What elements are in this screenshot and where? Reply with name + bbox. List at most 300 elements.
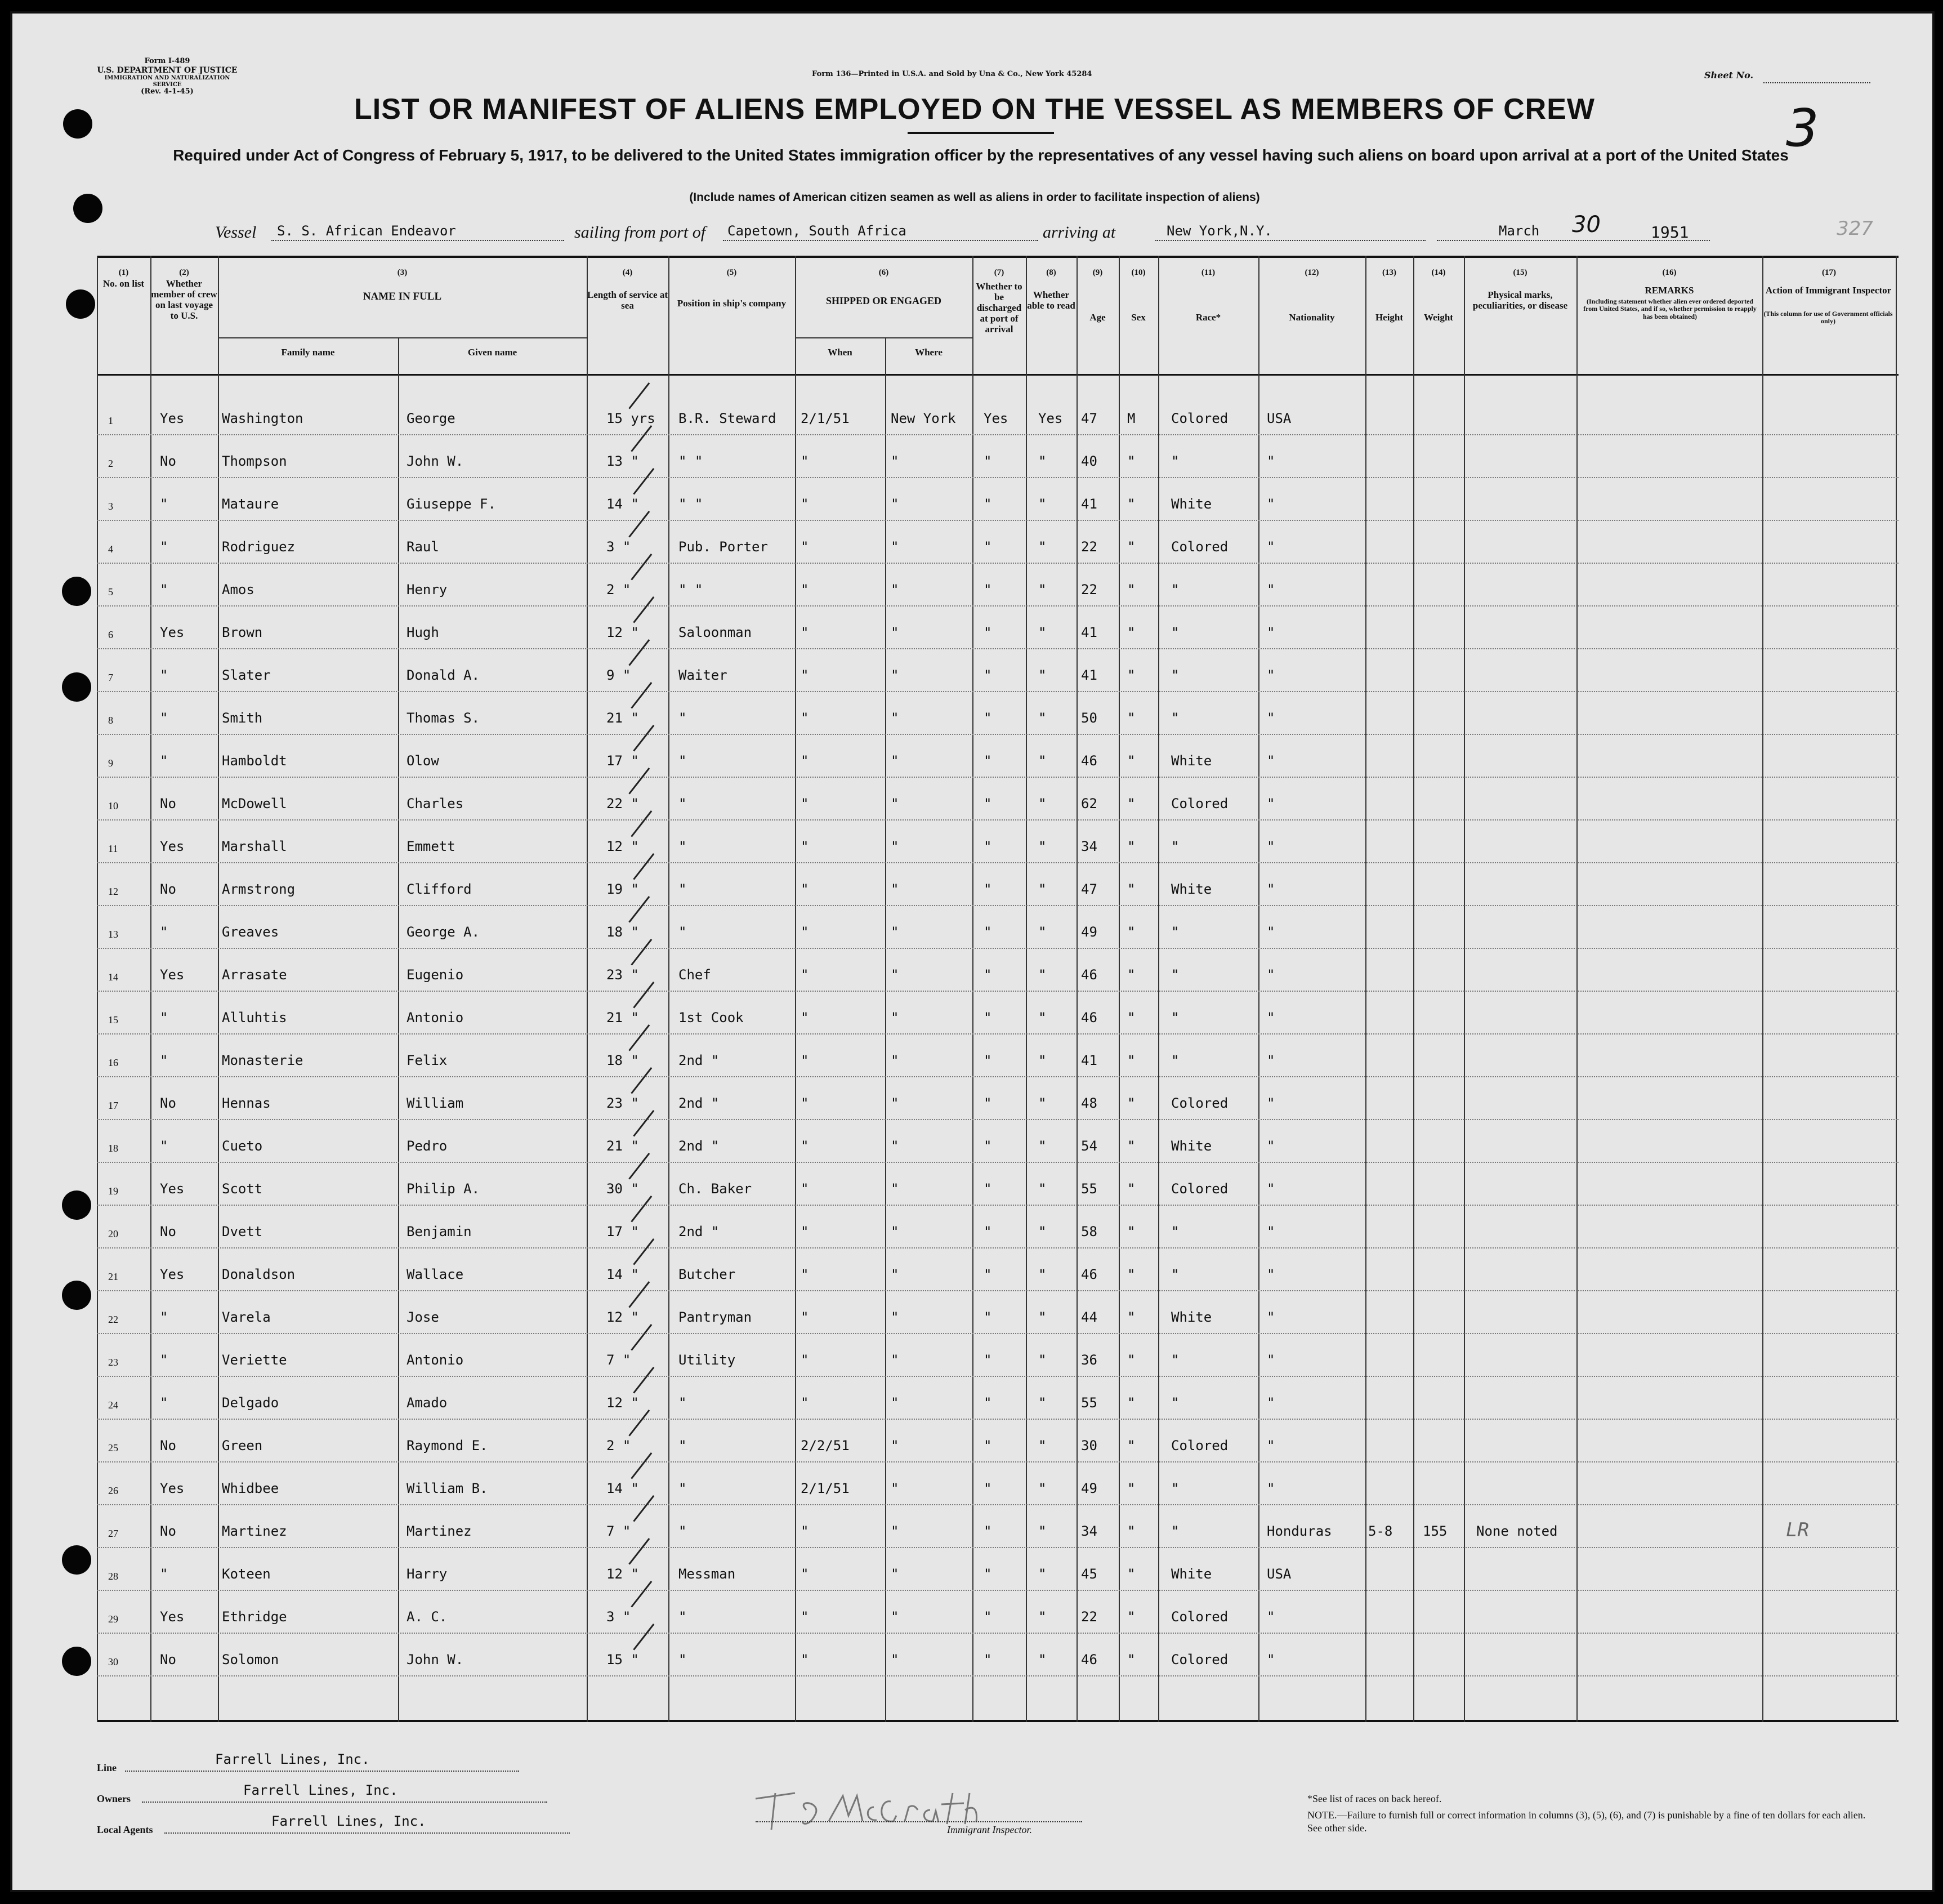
race: "	[1171, 1010, 1180, 1025]
check-mark	[628, 1538, 650, 1565]
vessel-label: Vessel	[215, 223, 257, 242]
family-name: Ethridge	[222, 1609, 287, 1625]
sex: "	[1127, 1181, 1136, 1197]
to-be-discharged: "	[984, 1053, 992, 1068]
given-name: Donald A.	[407, 667, 480, 683]
date-line	[1437, 223, 1651, 241]
given-name: Harry	[407, 1566, 448, 1582]
able-to-read: "	[1038, 796, 1047, 811]
column-number: (7)	[994, 268, 1004, 277]
column-number: (17)	[1822, 268, 1836, 277]
sex: "	[1127, 1652, 1136, 1667]
crew-last-voyage: "	[160, 1010, 168, 1025]
nationality: "	[1267, 1309, 1275, 1325]
shipped-when: "	[801, 1010, 809, 1025]
nationality: "	[1267, 1053, 1275, 1068]
shipped-where: "	[891, 496, 899, 512]
shipped-when: "	[801, 1566, 809, 1582]
ship-position: "	[678, 1609, 687, 1625]
column-number: (5)	[726, 268, 737, 277]
sex: "	[1127, 1609, 1136, 1625]
check-mark	[628, 896, 650, 923]
row-number: 13	[108, 929, 118, 940]
row-number: 26	[108, 1485, 118, 1496]
family-name: Armstrong	[222, 881, 296, 897]
age: 22	[1081, 539, 1097, 555]
column-rule	[1077, 256, 1078, 1722]
ship-position: "	[678, 1523, 687, 1539]
race: Colored	[1171, 1181, 1229, 1197]
able-to-read: "	[1038, 839, 1047, 854]
crew-last-voyage: Yes	[160, 625, 185, 640]
table-top-rule	[97, 256, 1899, 258]
check-mark	[631, 1581, 652, 1608]
shipped-where: "	[891, 710, 899, 726]
shipped-when: "	[801, 881, 809, 897]
given-name: Antonio	[407, 1010, 464, 1025]
shipped-where: "	[891, 1652, 899, 1667]
to-be-discharged: "	[984, 1481, 992, 1496]
race: "	[1171, 625, 1180, 640]
header-action: Action of Immigrant Inspector	[1765, 285, 1892, 296]
ship-position: "	[678, 839, 687, 854]
shipped-when: "	[801, 710, 809, 726]
column-number: (12)	[1305, 268, 1319, 277]
sex: "	[1127, 1095, 1136, 1111]
column-rule	[972, 256, 973, 1722]
crew-last-voyage: "	[160, 1053, 168, 1068]
length-of-service: 14 "	[606, 1481, 639, 1496]
nationality: "	[1267, 1438, 1275, 1453]
arrival-year: 1951	[1651, 223, 1689, 242]
ship-position: "	[678, 710, 687, 726]
signature-line	[756, 1821, 1082, 1822]
row-number: 9	[108, 757, 113, 769]
header-bottom-rule	[97, 374, 1899, 376]
sex: "	[1127, 839, 1136, 854]
ship-position: " "	[678, 582, 703, 597]
nationality: "	[1267, 1609, 1275, 1625]
to-be-discharged: "	[984, 967, 992, 983]
family-name: Brown	[222, 625, 263, 640]
header-physical-marks: Physical marks, peculiarities, or disease	[1472, 289, 1568, 311]
shipped-when: 2/1/51	[801, 411, 850, 426]
check-mark	[633, 853, 654, 880]
column-rule	[587, 256, 588, 1722]
race: "	[1171, 1523, 1180, 1539]
given-name: Raymond E.	[407, 1438, 488, 1453]
sex: "	[1127, 1010, 1136, 1025]
agents-rule	[164, 1832, 570, 1834]
ship-position: "	[678, 924, 687, 940]
sex: "	[1127, 1267, 1136, 1282]
shipped-when: "	[801, 1652, 809, 1667]
to-be-discharged: "	[984, 710, 992, 726]
row-number: 20	[108, 1228, 118, 1239]
length-of-service: 22 "	[606, 796, 639, 811]
able-to-read: "	[1038, 1095, 1047, 1111]
able-to-read: "	[1038, 924, 1047, 940]
age: 34	[1081, 839, 1097, 854]
to-be-discharged: "	[984, 453, 992, 469]
row-number: 27	[108, 1528, 118, 1539]
length-of-service: 14 "	[606, 1267, 639, 1282]
length-of-service: 18 "	[606, 924, 639, 940]
check-mark	[633, 1238, 654, 1265]
arrival-month: March	[1499, 223, 1540, 239]
family-name: Washington	[222, 411, 303, 426]
ship-position: 1st Cook	[678, 1010, 744, 1025]
age: 34	[1081, 1523, 1097, 1539]
column-number: (6)	[878, 268, 889, 277]
sheet-no-value: 3	[1786, 98, 1819, 158]
row-rule	[97, 605, 1899, 607]
race: White	[1171, 1309, 1212, 1325]
check-mark	[628, 382, 650, 409]
to-be-discharged: "	[984, 1181, 992, 1197]
crew-last-voyage: "	[160, 496, 168, 512]
punch-hole	[62, 1281, 91, 1310]
race: White	[1171, 753, 1212, 769]
sex: "	[1127, 1566, 1136, 1582]
header-discharged: Whether to be discharged at port of arrival	[976, 281, 1022, 335]
able-to-read: "	[1038, 1138, 1047, 1154]
given-name: Raul	[407, 539, 439, 555]
race: Colored	[1171, 411, 1229, 426]
race: Colored	[1171, 1652, 1229, 1667]
header-family-name: Family name	[281, 347, 335, 358]
race: White	[1171, 881, 1212, 897]
given-name: A. C.	[407, 1609, 448, 1625]
shipped-where: "	[891, 1224, 899, 1239]
shipped-where: "	[891, 1523, 899, 1539]
able-to-read: "	[1038, 1566, 1047, 1582]
shipped-where: "	[891, 796, 899, 811]
age: 45	[1081, 1566, 1097, 1582]
length-of-service: 19 "	[606, 881, 639, 897]
shipped-where: "	[891, 1481, 899, 1496]
length-of-service: 21 "	[606, 710, 639, 726]
age: 49	[1081, 924, 1097, 940]
line-rule	[125, 1771, 519, 1772]
row-rule	[97, 1376, 1899, 1377]
able-to-read: "	[1038, 1352, 1047, 1368]
row-number: 8	[108, 715, 113, 726]
able-to-read: "	[1038, 1309, 1047, 1325]
race: "	[1171, 710, 1180, 726]
check-mark	[633, 1110, 654, 1137]
shipped-when: "	[801, 1609, 809, 1625]
check-mark	[628, 1410, 650, 1437]
race: White	[1171, 1566, 1212, 1582]
length-of-service: 15 "	[606, 1652, 639, 1667]
crew-last-voyage: No	[160, 1438, 176, 1453]
row-rule	[97, 1590, 1899, 1591]
row-rule	[97, 1461, 1899, 1462]
ship-position: 2nd "	[678, 1138, 720, 1154]
shipped-when: "	[801, 1523, 809, 1539]
header-sex: Sex	[1131, 312, 1146, 323]
shipped-when: 2/2/51	[801, 1438, 850, 1453]
row-number: 2	[108, 458, 113, 469]
race: Colored	[1171, 796, 1229, 811]
crew-last-voyage: "	[160, 1138, 168, 1154]
to-be-discharged: "	[984, 1224, 992, 1239]
given-name: Emmett	[407, 839, 455, 854]
age: 46	[1081, 1010, 1097, 1025]
length-of-service: 17 "	[606, 1224, 639, 1239]
family-name: Greaves	[222, 924, 279, 940]
family-name: Monasterie	[222, 1053, 303, 1068]
nationality: "	[1267, 496, 1275, 512]
check-mark	[633, 1624, 654, 1651]
header-remarks-note: (Including statement whether alien ever ordered deported from United States, and if so, whether permission to reapply has been obtained)	[1583, 297, 1757, 320]
check-mark	[633, 1495, 654, 1522]
family-name: Rodriguez	[222, 539, 296, 555]
row-number: 4	[108, 543, 113, 555]
header-given-name: Given name	[467, 347, 517, 358]
given-name: George	[407, 411, 455, 426]
shipped-where: "	[891, 924, 899, 940]
column-rule	[795, 256, 796, 1722]
family-name: Scott	[222, 1181, 263, 1197]
crew-last-voyage: "	[160, 710, 168, 726]
family-name: Marshall	[222, 839, 287, 854]
shipped-where: "	[891, 582, 899, 597]
row-number: 29	[108, 1613, 118, 1625]
able-to-read: "	[1038, 453, 1047, 469]
race: Colored	[1171, 1095, 1229, 1111]
length-of-service: 30 "	[606, 1181, 639, 1197]
header-race: Race*	[1195, 312, 1221, 323]
age: 46	[1081, 967, 1097, 983]
age: 46	[1081, 753, 1097, 769]
length-of-service: 7 "	[606, 1523, 631, 1539]
race: White	[1171, 1138, 1212, 1154]
age: 55	[1081, 1181, 1097, 1197]
row-rule	[97, 1333, 1899, 1334]
sex: "	[1127, 796, 1136, 811]
row-number: 24	[108, 1399, 118, 1411]
crew-last-voyage: Yes	[160, 1609, 185, 1625]
crew-last-voyage: "	[160, 924, 168, 940]
given-name: John W.	[407, 1652, 464, 1667]
length-of-service: 2 "	[606, 582, 631, 597]
header-height: Height	[1375, 312, 1404, 323]
column-number: (10)	[1131, 268, 1146, 277]
given-name: Philip A.	[407, 1181, 480, 1197]
header-crew-last-voyage: Whether member of crew on last voyage to U.S.	[151, 278, 217, 322]
ship-position: 2nd "	[678, 1095, 720, 1111]
shipped-when: 2/1/51	[801, 1481, 850, 1496]
crew-last-voyage: No	[160, 1523, 176, 1539]
age: 49	[1081, 1481, 1097, 1496]
row-number: 11	[108, 843, 118, 854]
to-be-discharged: "	[984, 625, 992, 640]
row-rule	[97, 648, 1899, 649]
column-rule	[1258, 256, 1259, 1722]
column-number: (4)	[622, 268, 633, 277]
arrival-day: 30	[1572, 212, 1601, 238]
nationality: "	[1267, 453, 1275, 469]
header-nationality: Nationality	[1289, 312, 1335, 323]
length-of-service: 12 "	[606, 1395, 639, 1411]
sex: "	[1127, 1395, 1136, 1411]
nationality: "	[1267, 881, 1275, 897]
shipped-where: "	[891, 1309, 899, 1325]
shipped-where: "	[891, 1566, 899, 1582]
column-number: (3)	[397, 268, 408, 277]
shipped-when: "	[801, 539, 809, 555]
ship-position: "	[678, 753, 687, 769]
crew-last-voyage: Yes	[160, 967, 185, 983]
check-mark	[631, 1196, 652, 1223]
owners-rule	[142, 1802, 547, 1803]
age: 30	[1081, 1438, 1097, 1453]
to-be-discharged: "	[984, 796, 992, 811]
column-rule	[885, 337, 886, 1722]
ship-position: "	[678, 881, 687, 897]
column-rule	[1413, 256, 1414, 1722]
arriving-label: arriving at	[1043, 223, 1116, 242]
family-name: Slater	[222, 667, 271, 683]
arrival-port: New York,N.Y.	[1167, 223, 1272, 239]
check-mark	[633, 596, 654, 623]
subtitle: Required under Act of Congress of February 5, 1917, to be delivered to the United States immigration officer by the representatives of any vessel having such aliens on board upon arrival at a port of the United States	[173, 146, 1789, 164]
length-of-service: 9 "	[606, 667, 631, 683]
row-rule	[97, 1162, 1899, 1163]
sex: "	[1127, 710, 1136, 726]
ship-position: Saloonman	[678, 625, 752, 640]
row-number: 3	[108, 501, 113, 512]
manifest-sheet	[10, 11, 1935, 1892]
check-mark	[631, 939, 652, 966]
row-number: 28	[108, 1571, 118, 1582]
shipped-when: "	[801, 1395, 809, 1411]
row-rule	[97, 862, 1899, 863]
line-label: Line	[97, 1762, 117, 1773]
family-name: Varela	[222, 1309, 271, 1325]
given-name: Wallace	[407, 1267, 464, 1282]
to-be-discharged: "	[984, 539, 992, 555]
printer-note: Form 136—Printed in U.S.A. and Sold by Una & Co., New York 45284	[812, 70, 1092, 78]
ship-position: "	[678, 1395, 687, 1411]
agents-label: Local Agents	[97, 1824, 153, 1835]
row-rule	[97, 563, 1899, 564]
crew-last-voyage: No	[160, 1652, 176, 1667]
row-rule	[97, 1419, 1899, 1420]
able-to-read: "	[1038, 710, 1047, 726]
crew-last-voyage: Yes	[160, 1481, 185, 1496]
shipped-where: "	[891, 839, 899, 854]
given-name: Eugenio	[407, 967, 464, 983]
age: 22	[1081, 582, 1097, 597]
ship-position: Chef	[678, 967, 711, 983]
sailing-port: Capetown, South Africa	[727, 223, 906, 239]
agents-value: Farrell Lines, Inc.	[271, 1813, 426, 1829]
row-rule	[97, 734, 1899, 735]
given-name: Antonio	[407, 1352, 464, 1368]
sheet-no-label: Sheet No.	[1704, 70, 1754, 81]
sex: "	[1127, 1352, 1136, 1368]
sheet-no-line	[1763, 82, 1870, 83]
ship-position: 2nd "	[678, 1224, 720, 1239]
shipped-where: "	[891, 967, 899, 983]
crew-last-voyage: Yes	[160, 1267, 185, 1282]
to-be-discharged: "	[984, 1566, 992, 1582]
nationality: "	[1267, 1395, 1275, 1411]
given-name: Felix	[407, 1053, 448, 1068]
race: "	[1171, 1352, 1180, 1368]
row-number: 23	[108, 1357, 118, 1368]
race: Colored	[1171, 539, 1229, 555]
row-number: 30	[108, 1656, 118, 1667]
ship-position: Utility	[678, 1352, 736, 1368]
sex: "	[1127, 1481, 1136, 1496]
punch-hole	[62, 672, 91, 702]
length-of-service: 2 "	[606, 1438, 631, 1453]
able-to-read: "	[1038, 539, 1047, 555]
family-name: Cueto	[222, 1138, 263, 1154]
family-name: Koteen	[222, 1566, 271, 1582]
check-mark	[628, 511, 650, 538]
check-mark	[631, 810, 652, 837]
column-rule	[1119, 256, 1120, 1722]
length-of-service: 14 "	[606, 496, 639, 512]
shipped-where: "	[891, 1095, 899, 1111]
row-number: 25	[108, 1442, 118, 1453]
crew-last-voyage: "	[160, 1352, 168, 1368]
ship-position: B.R. Steward	[678, 411, 776, 426]
age: 36	[1081, 1352, 1097, 1368]
check-mark	[631, 1452, 652, 1479]
shipped-when: "	[801, 967, 809, 983]
row-rule	[97, 477, 1899, 478]
column-number: (8)	[1046, 268, 1056, 277]
to-be-discharged: "	[984, 1267, 992, 1282]
able-to-read: "	[1038, 1438, 1047, 1453]
sex: "	[1127, 1523, 1136, 1539]
crew-last-voyage: "	[160, 753, 168, 769]
header-no-on-list: No. on list	[102, 278, 145, 289]
given-name: Giuseppe F.	[407, 496, 496, 512]
column-rule	[668, 256, 669, 1722]
column-number: (9)	[1092, 268, 1103, 277]
family-name: Veriette	[222, 1352, 287, 1368]
nationality: "	[1267, 1481, 1275, 1496]
nationality: "	[1267, 1352, 1275, 1368]
column-rule	[1762, 256, 1763, 1722]
given-name: William B.	[407, 1481, 488, 1496]
sex: "	[1127, 1438, 1136, 1453]
age: 50	[1081, 710, 1097, 726]
vessel-name: S. S. African Endeavor	[277, 223, 456, 239]
shipped-when: "	[801, 453, 809, 469]
age: 44	[1081, 1309, 1097, 1325]
shipped-when: "	[801, 1095, 809, 1111]
family-name: Donaldson	[222, 1267, 296, 1282]
nationality: "	[1267, 1095, 1275, 1111]
shipped-where: "	[891, 625, 899, 640]
able-to-read: "	[1038, 1481, 1047, 1496]
sex: "	[1127, 967, 1136, 983]
row-rule	[97, 520, 1899, 521]
sex: "	[1127, 667, 1136, 683]
row-number: 17	[108, 1100, 118, 1111]
nationality: USA	[1267, 1566, 1292, 1582]
sex: "	[1127, 539, 1136, 555]
race: "	[1171, 967, 1180, 983]
